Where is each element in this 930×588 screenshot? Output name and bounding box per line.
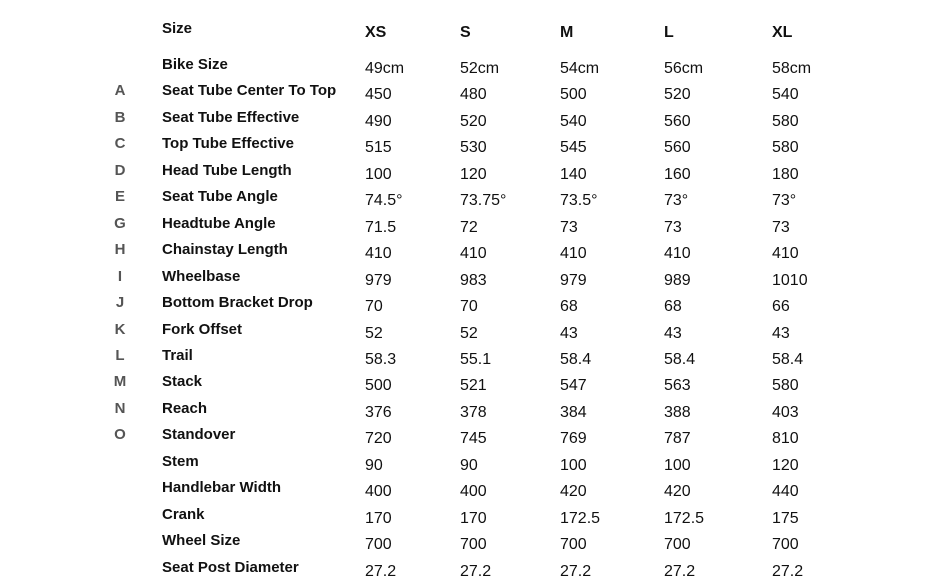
row-label: Wheel Size bbox=[162, 532, 241, 549]
row-value: 52 bbox=[365, 325, 383, 342]
table-row bbox=[0, 320, 930, 346]
row-value: 100 bbox=[560, 457, 587, 474]
row-value: 58cm bbox=[772, 60, 812, 77]
row-label: Chainstay Length bbox=[162, 241, 288, 258]
row-value: 410 bbox=[460, 245, 487, 262]
row-label: Bottom Bracket Drop bbox=[162, 294, 313, 311]
row-value: 563 bbox=[664, 377, 691, 394]
row-value: 72 bbox=[460, 219, 478, 236]
size-header-l: L bbox=[664, 24, 674, 41]
row-value: 376 bbox=[365, 404, 392, 421]
row-label: Reach bbox=[162, 400, 208, 417]
table-row bbox=[0, 346, 930, 372]
row-value: 547 bbox=[560, 377, 587, 394]
row-value: 540 bbox=[560, 113, 587, 130]
row-value: 700 bbox=[460, 536, 487, 553]
row-value: 68 bbox=[664, 298, 682, 315]
row-label: Seat Post Diameter bbox=[162, 559, 299, 576]
table-row bbox=[0, 293, 930, 319]
row-letter: B bbox=[114, 109, 126, 126]
row-letter: L bbox=[115, 347, 125, 364]
row-value: 49cm bbox=[365, 60, 405, 77]
row-label: Head Tube Length bbox=[162, 162, 292, 179]
row-label: Fork Offset bbox=[162, 321, 243, 338]
row-value: 769 bbox=[560, 430, 587, 447]
row-value: 66 bbox=[772, 298, 790, 315]
size-header-xl: XL bbox=[772, 24, 793, 41]
row-value: 27.2 bbox=[664, 563, 696, 580]
row-value: 440 bbox=[772, 483, 799, 500]
row-value: 1010 bbox=[772, 272, 808, 289]
row-value: 420 bbox=[664, 483, 691, 500]
row-value: 73° bbox=[772, 192, 797, 209]
row-value: 172.5 bbox=[560, 510, 601, 527]
table-row bbox=[0, 81, 930, 107]
table-row bbox=[0, 161, 930, 187]
table-row bbox=[0, 240, 930, 266]
row-value: 172.5 bbox=[664, 510, 705, 527]
row-value: 27.2 bbox=[365, 563, 397, 580]
row-letter: H bbox=[114, 241, 126, 258]
row-value: 580 bbox=[772, 377, 799, 394]
row-value: 58.4 bbox=[560, 351, 592, 368]
row-value: 170 bbox=[365, 510, 392, 527]
row-letter: I bbox=[117, 268, 123, 285]
table-row bbox=[0, 187, 930, 213]
row-value: 27.2 bbox=[772, 563, 804, 580]
row-value: 55.1 bbox=[460, 351, 492, 368]
row-value: 73 bbox=[772, 219, 790, 236]
row-value: 58.3 bbox=[365, 351, 397, 368]
table-row bbox=[0, 399, 930, 425]
table-row bbox=[0, 558, 930, 584]
row-value: 43 bbox=[772, 325, 790, 342]
row-value: 27.2 bbox=[560, 563, 592, 580]
size-column-label: Size bbox=[162, 20, 193, 37]
row-value: 388 bbox=[664, 404, 691, 421]
row-value: 490 bbox=[365, 113, 392, 130]
row-letter: D bbox=[114, 162, 126, 179]
row-value: 515 bbox=[365, 139, 392, 156]
row-value: 74.5° bbox=[365, 192, 403, 209]
table-row bbox=[0, 214, 930, 240]
row-value: 989 bbox=[664, 272, 691, 289]
row-label: Handlebar Width bbox=[162, 479, 282, 496]
row-value: 450 bbox=[365, 86, 392, 103]
row-letter: E bbox=[114, 188, 125, 205]
row-value: 500 bbox=[560, 86, 587, 103]
row-value: 787 bbox=[664, 430, 691, 447]
table-row bbox=[0, 134, 930, 160]
row-value: 580 bbox=[772, 113, 799, 130]
row-value: 56cm bbox=[664, 60, 704, 77]
row-value: 27.2 bbox=[460, 563, 492, 580]
row-value: 58.4 bbox=[772, 351, 804, 368]
row-value: 170 bbox=[460, 510, 487, 527]
table-row bbox=[0, 505, 930, 531]
row-value: 520 bbox=[460, 113, 487, 130]
row-label: Crank bbox=[162, 506, 205, 523]
size-header-xs: XS bbox=[365, 24, 387, 41]
row-value: 73° bbox=[664, 192, 689, 209]
row-value: 745 bbox=[460, 430, 487, 447]
row-letter: K bbox=[114, 321, 126, 338]
row-value: 100 bbox=[365, 166, 392, 183]
row-value: 560 bbox=[664, 139, 691, 156]
row-letter: C bbox=[114, 135, 126, 152]
row-label: Trail bbox=[162, 347, 193, 364]
row-label: Standover bbox=[162, 426, 236, 443]
row-value: 500 bbox=[365, 377, 392, 394]
row-value: 521 bbox=[460, 377, 487, 394]
row-value: 700 bbox=[664, 536, 691, 553]
row-label: Headtube Angle bbox=[162, 215, 276, 232]
row-value: 90 bbox=[460, 457, 478, 474]
table-row bbox=[0, 108, 930, 134]
row-letter: A bbox=[114, 82, 126, 99]
row-value: 54cm bbox=[560, 60, 600, 77]
row-value: 520 bbox=[664, 86, 691, 103]
row-value: 410 bbox=[560, 245, 587, 262]
table-row bbox=[0, 267, 930, 293]
table-row bbox=[0, 55, 930, 81]
row-value: 983 bbox=[460, 272, 487, 289]
row-value: 979 bbox=[560, 272, 587, 289]
row-value: 530 bbox=[460, 139, 487, 156]
row-letter: J bbox=[115, 294, 125, 311]
row-value: 160 bbox=[664, 166, 691, 183]
row-label: Seat Tube Effective bbox=[162, 109, 300, 126]
row-value: 73 bbox=[560, 219, 578, 236]
table-row bbox=[0, 452, 930, 478]
table-row bbox=[0, 425, 930, 451]
size-header-s: S bbox=[460, 24, 471, 41]
row-label: Stack bbox=[162, 373, 203, 390]
row-value: 70 bbox=[460, 298, 478, 315]
row-value: 700 bbox=[772, 536, 799, 553]
row-value: 120 bbox=[772, 457, 799, 474]
row-value: 403 bbox=[772, 404, 799, 421]
row-value: 400 bbox=[365, 483, 392, 500]
row-value: 58.4 bbox=[664, 351, 696, 368]
row-label: Seat Tube Angle bbox=[162, 188, 278, 205]
row-value: 70 bbox=[365, 298, 383, 315]
row-value: 175 bbox=[772, 510, 799, 527]
row-value: 410 bbox=[365, 245, 392, 262]
row-value: 580 bbox=[772, 139, 799, 156]
header-row bbox=[0, 21, 930, 47]
row-value: 545 bbox=[560, 139, 587, 156]
row-value: 90 bbox=[365, 457, 383, 474]
row-value: 73 bbox=[664, 219, 682, 236]
row-value: 410 bbox=[772, 245, 799, 262]
row-value: 140 bbox=[560, 166, 587, 183]
row-value: 540 bbox=[772, 86, 799, 103]
row-value: 52cm bbox=[460, 60, 500, 77]
row-value: 410 bbox=[664, 245, 691, 262]
row-value: 68 bbox=[560, 298, 578, 315]
table-row bbox=[0, 372, 930, 398]
row-value: 73.5° bbox=[560, 192, 598, 209]
row-value: 180 bbox=[772, 166, 799, 183]
row-value: 120 bbox=[460, 166, 487, 183]
row-value: 71.5 bbox=[365, 219, 397, 236]
row-value: 400 bbox=[460, 483, 487, 500]
size-header-m: M bbox=[560, 24, 574, 41]
row-value: 700 bbox=[365, 536, 392, 553]
row-value: 52 bbox=[460, 325, 478, 342]
row-letter: O bbox=[114, 426, 126, 443]
row-label: Wheelbase bbox=[162, 268, 241, 285]
row-label: Bike Size bbox=[162, 56, 228, 73]
row-letter: N bbox=[114, 400, 126, 417]
row-label: Stem bbox=[162, 453, 199, 470]
row-label: Seat Tube Center To Top bbox=[162, 82, 337, 99]
row-value: 43 bbox=[664, 325, 682, 342]
row-value: 43 bbox=[560, 325, 578, 342]
table-row bbox=[0, 531, 930, 557]
table-row bbox=[0, 478, 930, 504]
row-letter: G bbox=[114, 215, 126, 232]
row-value: 979 bbox=[365, 272, 392, 289]
row-value: 700 bbox=[560, 536, 587, 553]
row-value: 720 bbox=[365, 430, 392, 447]
row-value: 73.75° bbox=[460, 192, 507, 209]
row-value: 810 bbox=[772, 430, 799, 447]
row-value: 384 bbox=[560, 404, 587, 421]
row-value: 560 bbox=[664, 113, 691, 130]
row-letter: M bbox=[113, 373, 127, 390]
row-value: 480 bbox=[460, 86, 487, 103]
row-label: Top Tube Effective bbox=[162, 135, 294, 152]
row-value: 100 bbox=[664, 457, 691, 474]
row-value: 420 bbox=[560, 483, 587, 500]
row-value: 378 bbox=[460, 404, 487, 421]
